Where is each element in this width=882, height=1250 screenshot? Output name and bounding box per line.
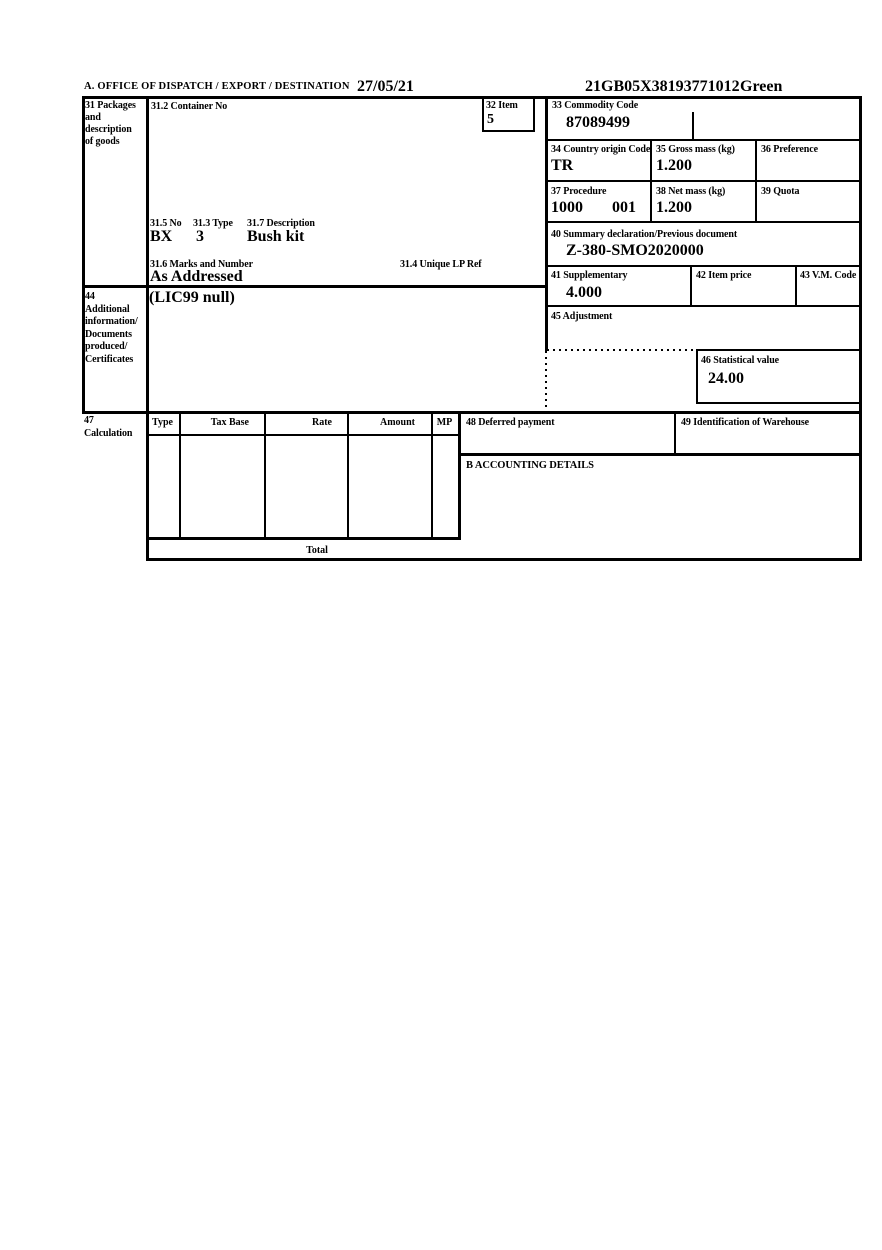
box32-item-value: 5 — [487, 112, 494, 127]
border-line — [482, 130, 535, 132]
border-line — [545, 180, 860, 182]
border-line — [82, 96, 862, 99]
box48-deferred-label: 48 Deferred payment — [466, 417, 555, 428]
border-line — [146, 537, 461, 540]
box44-value: (LIC99 null) — [149, 289, 235, 306]
border-line — [690, 265, 692, 307]
border-line — [696, 402, 860, 404]
border-line — [458, 411, 461, 539]
box36-preference-label: 36 Preference — [761, 144, 818, 155]
box40-summary-label: 40 Summary declaration/Previous document — [551, 229, 738, 240]
section-a-title: A. OFFICE OF DISPATCH / EXPORT / DESTINATION — [84, 81, 350, 92]
border-line — [482, 96, 484, 132]
box47-label: 47 Calculation — [84, 415, 133, 439]
border-line — [545, 305, 860, 307]
acceptance-date: 27/05/21 — [357, 78, 414, 95]
border-line — [692, 112, 694, 140]
calc-total-label: Total — [306, 545, 328, 556]
box34-origin-value: TR — [551, 157, 574, 174]
border-line — [146, 558, 862, 561]
box31-5-no-value: BX — [150, 228, 173, 245]
border-line — [545, 265, 860, 267]
border-line — [82, 411, 862, 414]
box34-origin-label: 34 Country origin Code — [551, 144, 651, 155]
border-line — [696, 349, 860, 351]
border-line — [179, 411, 181, 539]
border-line — [264, 411, 266, 539]
box31-6-marks-value: As Addressed — [150, 268, 243, 285]
box31-3-type-value: 3 — [196, 228, 204, 245]
box33-commodity-value: 87089499 — [566, 114, 630, 131]
box37-procedure-value1: 1000 — [551, 199, 583, 216]
border-line — [674, 411, 676, 455]
box49-warehouse-label: 49 Identification of Warehouse — [681, 417, 810, 428]
border-line — [859, 96, 862, 560]
section-b-accounting-label: B ACCOUNTING DETAILS — [466, 460, 594, 471]
calc-col-mp: MP — [436, 417, 453, 428]
border-line — [82, 285, 547, 288]
calc-col-tax-base: Tax Base — [210, 417, 249, 428]
border-line — [696, 349, 698, 404]
box33-commodity-label: 33 Commodity Code — [552, 100, 639, 111]
box41-supplementary-value: 4.000 — [566, 284, 602, 301]
dotted-border-line — [545, 351, 547, 412]
box31-4-lp-ref-label: 31.4 Unique LP Ref — [400, 259, 482, 270]
routing-channel: Green — [740, 78, 783, 95]
box38-net-mass-value: 1.200 — [656, 199, 692, 216]
box31-6-marks-label: 31.6 Marks and Number — [150, 259, 253, 270]
border-line — [545, 221, 860, 223]
box38-net-mass-label: 38 Net mass (kg) — [656, 186, 726, 197]
border-line — [795, 265, 797, 307]
border-line — [146, 434, 461, 436]
dotted-border-line — [547, 349, 696, 351]
box39-quota-label: 39 Quota — [761, 186, 800, 197]
box31-7-description-label: 31.7 Description — [247, 218, 315, 229]
border-line — [347, 411, 349, 539]
box37-procedure-value2: 001 — [612, 199, 636, 216]
box40-summary-value: Z-380-SMO2020000 — [566, 242, 704, 259]
border-line — [458, 453, 862, 456]
box37-procedure-label: 37 Procedure — [551, 186, 607, 197]
calc-col-rate: Rate — [312, 417, 332, 428]
box46-statistical-value: 24.00 — [708, 370, 744, 387]
box31-2-container-label: 31.2 Container No — [151, 101, 228, 112]
box35-gross-mass-value: 1.200 — [656, 157, 692, 174]
border-line — [545, 139, 860, 141]
border-line — [533, 96, 535, 132]
box45-adjustment-label: 45 Adjustment — [551, 311, 613, 322]
border-line — [146, 96, 149, 561]
calc-col-amount: Amount — [379, 417, 415, 428]
box31-label: 31 Packages and description of goods — [85, 100, 136, 147]
mrn-number: 21GB05X38193771012 — [585, 78, 740, 95]
box42-item-price-label: 42 Item price — [696, 270, 752, 281]
border-line — [431, 411, 433, 539]
calc-col-type: Type — [152, 417, 173, 428]
box35-gross-mass-label: 35 Gross mass (kg) — [656, 144, 735, 155]
box31-5-no-label: 31.5 No — [150, 218, 182, 229]
box32-item-label: 32 Item — [486, 100, 518, 111]
box46-statistical-label: 46 Statistical value — [701, 355, 779, 366]
box31-7-description-value: Bush kit — [247, 228, 305, 245]
box31-3-type-label: 31.3 Type — [193, 218, 233, 229]
border-line — [545, 96, 548, 351]
box41-supplementary-label: 41 Supplementary — [551, 270, 628, 281]
box44-label: 44 Additional information/ Documents produced/ Certificates — [85, 291, 138, 365]
box43-vm-code-label: 43 V.M. Code — [800, 270, 857, 281]
